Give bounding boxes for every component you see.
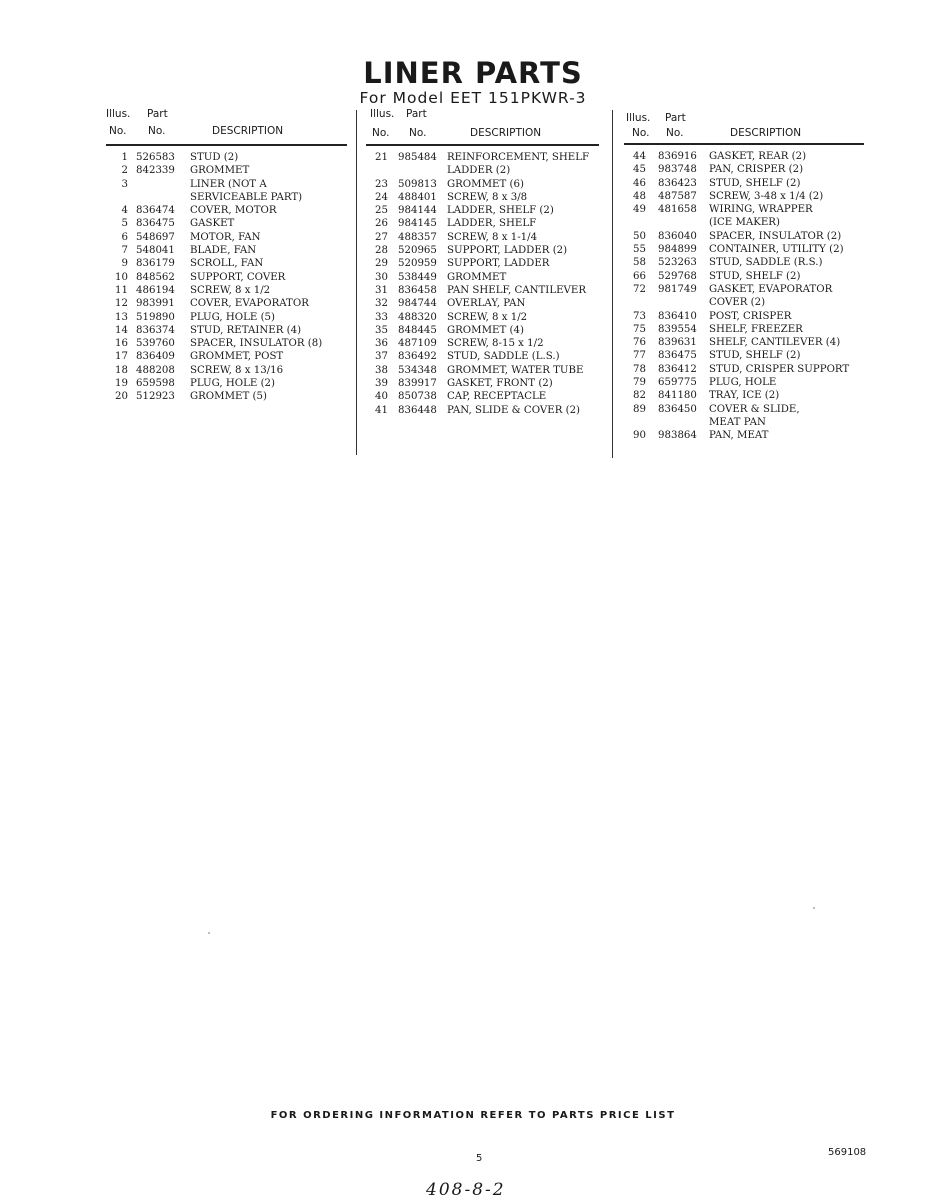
page-number: 5 — [476, 1153, 483, 1164]
part-number: 836374 — [136, 324, 175, 336]
part-description: GASKET, EVAPORATOR — [709, 283, 833, 295]
part-description: PAN, CRISPER (2) — [709, 164, 804, 176]
illus-number: 10 — [115, 271, 128, 283]
part-number: 839631 — [658, 337, 697, 349]
parts-list — [624, 150, 864, 443]
illus-number: 48 — [633, 190, 646, 202]
part-number: 985484 — [398, 152, 437, 163]
part-description: OVERLAY, PAN — [447, 298, 526, 310]
table-row — [624, 296, 864, 309]
part-description: SCROLL, FAN — [190, 258, 264, 270]
part-header-no: No. — [148, 125, 166, 137]
table-row — [106, 178, 347, 191]
part-description: POST, CRISPER — [709, 310, 792, 322]
illus-number: 66 — [633, 270, 646, 282]
part-number: 836409 — [136, 351, 175, 363]
part-number: 526583 — [136, 152, 175, 163]
part-number: 538449 — [398, 271, 437, 283]
part-number: 836450 — [658, 403, 697, 415]
part-number: 983864 — [658, 430, 697, 442]
part-description: SCREW, 8 x 1/2 — [447, 311, 528, 323]
part-number: 983991 — [136, 298, 175, 310]
description-header: DESCRIPTION — [212, 125, 284, 137]
table-row — [624, 323, 864, 336]
document-number: 569108 — [828, 1147, 867, 1158]
illus-header-top: Illus. — [370, 108, 395, 120]
illus-number: 27 — [375, 231, 388, 243]
table-row — [624, 163, 864, 176]
table-row — [106, 390, 347, 403]
table-row — [624, 310, 864, 323]
part-number: 841180 — [658, 390, 697, 402]
part-number: 839554 — [658, 323, 697, 335]
table-row — [106, 324, 347, 337]
illus-number: 72 — [633, 283, 646, 295]
illus-number: 36 — [375, 338, 388, 350]
part-number: 981749 — [658, 283, 697, 295]
part-header-top: Part — [406, 108, 427, 120]
table-row — [624, 243, 864, 256]
table-row — [624, 216, 864, 229]
illus-number: 5 — [121, 218, 128, 230]
part-number: 488401 — [398, 191, 437, 203]
part-description: CAP, RECEPTACLE — [447, 391, 547, 403]
part-header-no: No. — [409, 127, 427, 139]
table-row — [366, 390, 599, 403]
part-number: 512923 — [136, 391, 175, 403]
illus-header-no: No. — [109, 125, 127, 137]
part-number: 836458 — [398, 284, 437, 296]
parts-column-2 — [366, 108, 599, 417]
table-row — [106, 164, 347, 177]
table-row — [366, 151, 599, 164]
table-row — [106, 377, 347, 390]
table-row — [624, 256, 864, 269]
illus-number: 31 — [375, 284, 388, 296]
illus-number: 24 — [375, 191, 388, 203]
column-divider — [356, 110, 357, 455]
column-divider — [612, 110, 613, 458]
part-number: 836475 — [658, 350, 697, 362]
part-description: (ICE MAKER) — [709, 217, 780, 229]
part-description: TRAY, ICE (2) — [709, 390, 780, 402]
illus-number: 38 — [375, 364, 388, 376]
part-number: 836412 — [658, 363, 697, 375]
table-row — [624, 429, 864, 442]
illus-number: 58 — [633, 257, 646, 269]
illus-number: 6 — [121, 231, 128, 243]
part-description: GROMMET — [190, 165, 250, 177]
part-description: STUD, SHELF (2) — [709, 177, 801, 189]
table-row — [366, 204, 599, 217]
table-row — [366, 191, 599, 204]
table-row — [366, 311, 599, 324]
table-row — [106, 337, 347, 350]
table-row — [624, 389, 864, 402]
part-number: 481658 — [658, 204, 697, 216]
table-row — [366, 164, 599, 177]
parts-column-1 — [106, 108, 347, 404]
illus-number: 1 — [121, 152, 128, 163]
illus-number: 12 — [115, 298, 128, 310]
part-description: GASKET, FRONT (2) — [447, 378, 553, 390]
illus-number: 50 — [633, 230, 646, 242]
part-description: LADDER, SHELF — [447, 218, 537, 230]
part-description: STUD, SHELF (2) — [709, 270, 801, 282]
part-number: 486194 — [136, 284, 175, 296]
part-description: SUPPORT, LADDER — [447, 258, 550, 270]
illus-number: 19 — [115, 378, 128, 390]
part-header-no: No. — [666, 127, 684, 139]
scan-speck — [208, 932, 210, 934]
illus-number: 32 — [375, 298, 388, 310]
illus-number: 40 — [375, 391, 388, 403]
part-number: 509813 — [398, 178, 437, 190]
table-row — [106, 271, 347, 284]
part-number: 520965 — [398, 245, 437, 257]
illus-number: 20 — [115, 391, 128, 403]
part-number: 520959 — [398, 258, 437, 270]
illus-number: 28 — [375, 245, 388, 257]
table-row — [624, 203, 864, 216]
part-description: COVER & SLIDE, — [709, 403, 800, 415]
illus-number: 44 — [633, 151, 646, 162]
part-description: STUD, RETAINER (4) — [190, 324, 302, 336]
illus-number: 16 — [115, 338, 128, 350]
table-row — [106, 244, 347, 257]
table-row — [366, 337, 599, 350]
table-row — [366, 404, 599, 417]
part-number: 983748 — [658, 164, 697, 176]
table-row — [106, 204, 347, 217]
table-row — [106, 231, 347, 244]
table-row — [624, 283, 864, 296]
part-description: GROMMET (5) — [190, 391, 267, 403]
description-header: DESCRIPTION — [470, 127, 542, 139]
table-row — [624, 403, 864, 416]
part-description: SCREW, 8 x 1/2 — [190, 284, 271, 296]
illus-header-no: No. — [372, 127, 390, 139]
part-description: GROMMET, WATER TUBE — [447, 364, 584, 376]
table-row — [366, 231, 599, 244]
part-number: 836040 — [658, 230, 697, 242]
illus-number: 13 — [115, 311, 128, 323]
part-description: SHELF, CANTILEVER (4) — [709, 337, 841, 349]
part-description: MOTOR, FAN — [190, 231, 261, 243]
part-description: BLADE, FAN — [190, 245, 257, 257]
part-number: 488320 — [398, 311, 437, 323]
part-description: GROMMET, POST — [190, 351, 284, 363]
part-description: SCREW, 3-48 x 1/4 (2) — [709, 190, 824, 202]
illus-number: 76 — [633, 337, 646, 349]
table-row — [624, 336, 864, 349]
column-header — [624, 112, 864, 145]
table-row — [624, 363, 864, 376]
part-number: 836423 — [658, 177, 697, 189]
illus-number: 26 — [375, 218, 388, 230]
table-row — [624, 349, 864, 362]
part-description: SCREW, 8 x 1-1/4 — [447, 231, 538, 243]
part-number: 836179 — [136, 258, 175, 270]
part-description: GASKET — [190, 218, 235, 230]
part-description: SERVICEABLE PART) — [190, 191, 303, 203]
illus-number: 55 — [633, 244, 646, 256]
table-row — [366, 350, 599, 363]
table-row — [366, 377, 599, 390]
part-description: GROMMET (4) — [447, 324, 524, 336]
scan-speck — [813, 907, 815, 909]
illus-number: 35 — [375, 324, 388, 336]
part-description: SCREW, 8-15 x 1/2 — [447, 338, 544, 350]
illus-number: 23 — [375, 178, 388, 190]
parts-list — [106, 151, 347, 404]
table-row — [366, 257, 599, 270]
part-description: STUD, SADDLE (R.S.) — [709, 257, 823, 269]
illus-number: 25 — [375, 205, 388, 217]
part-description: PLUG, HOLE (2) — [190, 378, 276, 390]
part-number: 836410 — [658, 310, 697, 322]
part-number: 984144 — [398, 205, 437, 217]
part-number: 488357 — [398, 231, 437, 243]
description-header: DESCRIPTION — [730, 127, 802, 139]
table-row — [106, 257, 347, 270]
part-description: COVER (2) — [709, 297, 766, 309]
illus-number: 7 — [121, 245, 128, 257]
model-subtitle: For Model EET 151PKWR-3 — [359, 89, 587, 107]
part-number: 539760 — [136, 338, 175, 350]
part-description: GROMMET — [447, 271, 507, 283]
illus-number: 29 — [375, 258, 388, 270]
table-row — [366, 178, 599, 191]
table-row — [106, 364, 347, 377]
illus-number: 79 — [633, 377, 646, 389]
part-number: 850738 — [398, 391, 437, 403]
part-description: GROMMET (6) — [447, 178, 524, 190]
illus-number: 39 — [375, 378, 388, 390]
part-description: MEAT PAN — [709, 416, 766, 428]
part-description: STUD, CRISPER SUPPORT — [709, 363, 850, 375]
part-description: SHELF, FREEZER — [709, 323, 803, 335]
illus-number: 18 — [115, 364, 128, 376]
part-description: COVER, MOTOR — [190, 205, 277, 217]
part-description: REINFORCEMENT, SHELF — [447, 152, 590, 163]
illus-number: 11 — [115, 284, 128, 296]
illus-number: 14 — [115, 324, 128, 336]
illus-number: 33 — [375, 311, 388, 323]
illus-number: 49 — [633, 204, 646, 216]
table-row — [106, 191, 347, 204]
part-number: 519890 — [136, 311, 175, 323]
illus-number: 21 — [375, 152, 388, 163]
illus-header-top: Illus. — [626, 112, 651, 124]
part-number: 984744 — [398, 298, 437, 310]
part-description: PAN SHELF, CANTILEVER — [447, 284, 587, 296]
table-row — [106, 297, 347, 310]
table-row — [624, 376, 864, 389]
handwritten-note: 408-8-2 — [426, 1180, 506, 1200]
part-description: CONTAINER, UTILITY (2) — [709, 244, 844, 256]
part-description: STUD (2) — [190, 152, 239, 163]
part-number: 836474 — [136, 205, 175, 217]
illus-number: 2 — [121, 165, 128, 177]
table-row — [366, 364, 599, 377]
part-number: 529768 — [658, 270, 697, 282]
part-number: 848562 — [136, 271, 175, 283]
illus-number: 3 — [121, 178, 128, 190]
part-description: PLUG, HOLE — [709, 377, 777, 389]
table-row — [624, 270, 864, 283]
part-number: 839917 — [398, 378, 437, 390]
part-description: SUPPORT, COVER — [190, 271, 286, 283]
part-number: 659598 — [136, 378, 175, 390]
table-row — [106, 350, 347, 363]
illus-number: 82 — [633, 390, 646, 402]
part-number: 487109 — [398, 338, 437, 350]
illus-number: 45 — [633, 164, 646, 176]
part-description: COVER, EVAPORATOR — [190, 298, 309, 310]
part-number: 984145 — [398, 218, 437, 230]
part-description: SUPPORT, LADDER (2) — [447, 245, 568, 257]
part-number: 487587 — [658, 190, 697, 202]
illus-number: 37 — [375, 351, 388, 363]
ordering-info-footer: FOR ORDERING INFORMATION REFER TO PARTS PRICE LIST — [270, 1110, 676, 1121]
part-number: 984899 — [658, 244, 697, 256]
parts-column-3 — [624, 112, 864, 443]
part-number: 836492 — [398, 351, 437, 363]
part-number: 659775 — [658, 377, 697, 389]
illus-number: 77 — [633, 350, 646, 362]
part-description: LADDER (2) — [447, 165, 511, 177]
part-description: STUD, SADDLE (L.S.) — [447, 351, 560, 363]
illus-number: 78 — [633, 363, 646, 375]
illus-number: 73 — [633, 310, 646, 322]
part-header-top: Part — [665, 112, 686, 124]
table-row — [624, 150, 864, 163]
table-row — [624, 230, 864, 243]
part-number: 836448 — [398, 404, 437, 416]
table-row — [366, 244, 599, 257]
column-header — [106, 108, 347, 146]
part-number: 534348 — [398, 364, 437, 376]
part-number: 842339 — [136, 165, 175, 177]
illus-number: 9 — [121, 258, 128, 270]
part-number: 836475 — [136, 218, 175, 230]
part-description: LINER (NOT A — [190, 178, 267, 190]
illus-header-top: Illus. — [106, 108, 131, 120]
table-row — [366, 271, 599, 284]
part-number: 848445 — [398, 324, 437, 336]
part-description: SPACER, INSULATOR (8) — [190, 338, 323, 350]
part-number: 548697 — [136, 231, 175, 243]
part-description: PLUG, HOLE (5) — [190, 311, 276, 323]
part-description: STUD, SHELF (2) — [709, 350, 801, 362]
part-number: 836916 — [658, 151, 697, 162]
part-description: GASKET, REAR (2) — [709, 151, 807, 162]
part-description: SCREW, 8 x 3/8 — [447, 191, 528, 203]
illus-number: 41 — [375, 404, 388, 416]
column-header — [366, 108, 599, 146]
table-row — [106, 217, 347, 230]
part-header-top: Part — [147, 108, 168, 120]
illus-number: 89 — [633, 403, 646, 415]
table-row — [106, 151, 347, 164]
part-description: PAN, SLIDE & COVER (2) — [447, 404, 581, 416]
illus-number: 30 — [375, 271, 388, 283]
part-number: 548041 — [136, 245, 175, 257]
illus-number: 4 — [121, 205, 128, 217]
table-row — [366, 217, 599, 230]
part-description: LADDER, SHELF (2) — [447, 205, 554, 217]
table-row — [106, 284, 347, 297]
part-description: SCREW, 8 x 13/16 — [190, 364, 284, 376]
illus-number: 46 — [633, 177, 646, 189]
parts-list — [366, 151, 599, 417]
illus-number: 90 — [633, 430, 646, 442]
table-row — [106, 311, 347, 324]
part-number: 523263 — [658, 257, 697, 269]
part-description: PAN, MEAT — [709, 430, 769, 442]
table-row — [366, 324, 599, 337]
table-row — [624, 416, 864, 429]
table-row — [366, 284, 599, 297]
part-description: SPACER, INSULATOR (2) — [709, 230, 842, 242]
part-number: 488208 — [136, 364, 175, 376]
illus-number: 75 — [633, 323, 646, 335]
illus-header-no: No. — [632, 127, 650, 139]
table-row — [624, 190, 864, 203]
table-row — [624, 177, 864, 190]
table-row — [366, 297, 599, 310]
illus-number: 17 — [115, 351, 128, 363]
page-title: LINER PARTS — [363, 56, 583, 90]
part-description: WIRING, WRAPPER — [709, 204, 813, 216]
